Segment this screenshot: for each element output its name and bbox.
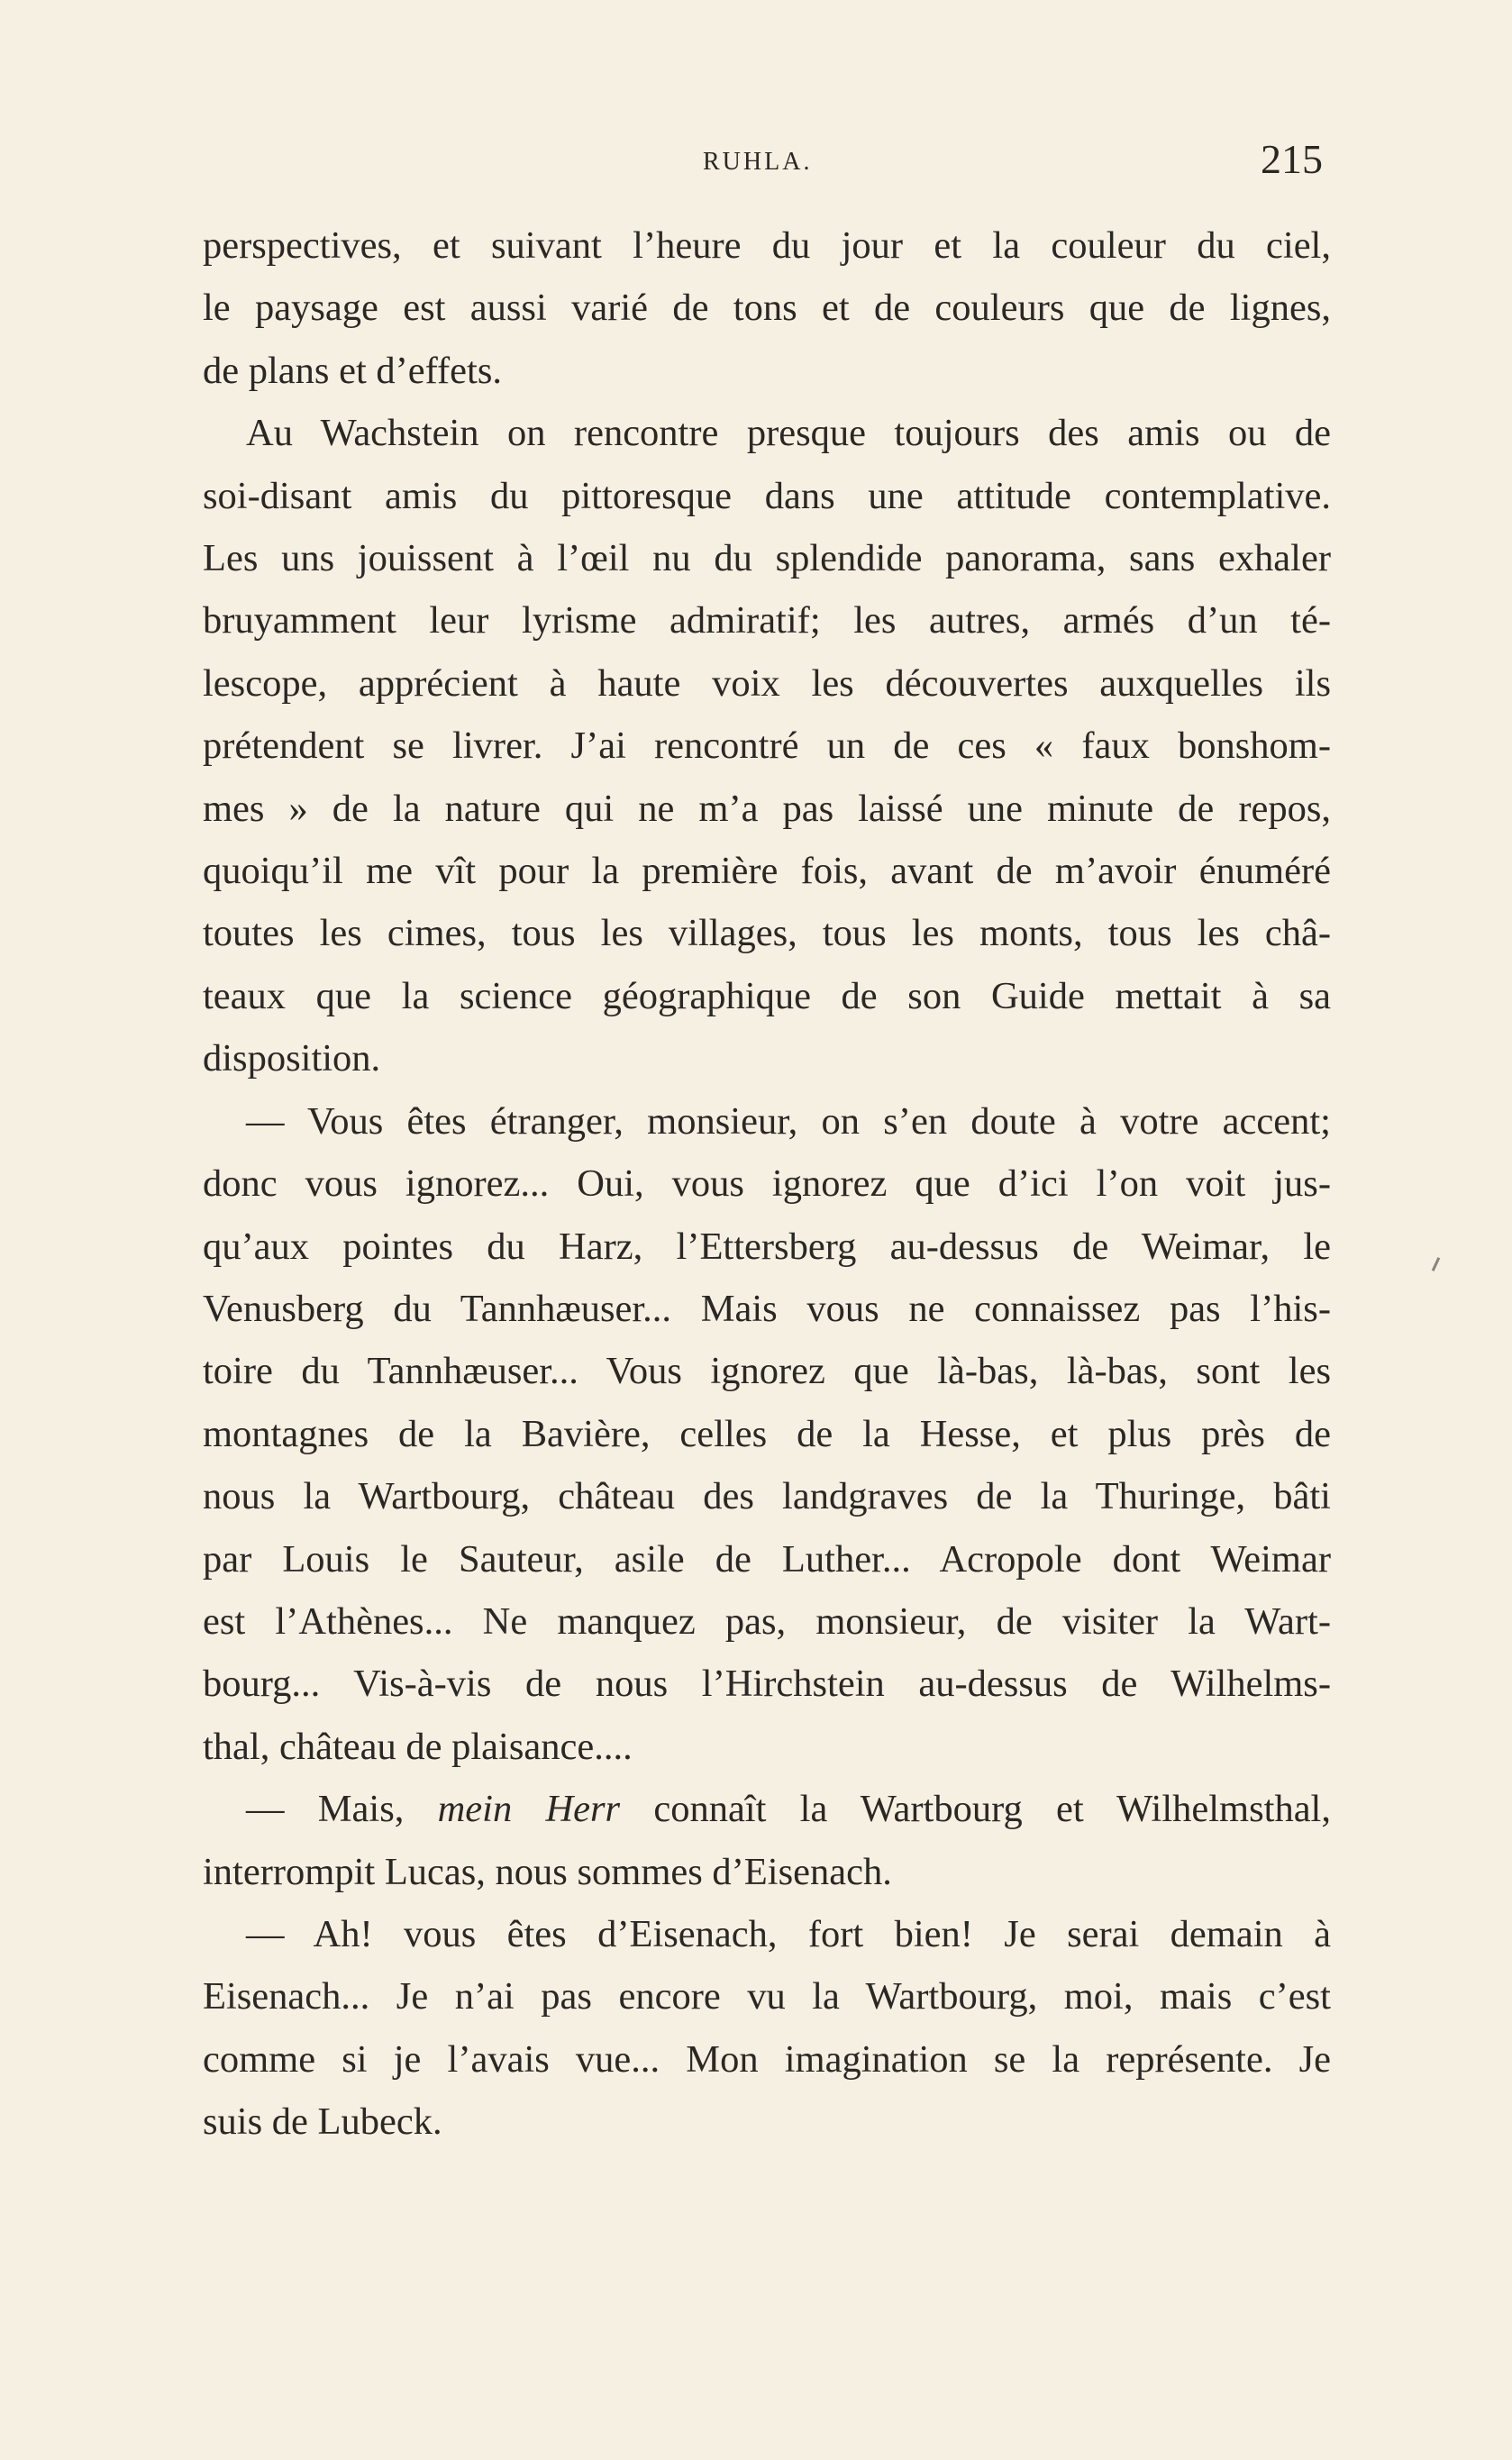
- margin-mark: [1432, 1257, 1440, 1271]
- text-line: teaux que la science géographique de son Guide mettait à sa: [203, 974, 1331, 1017]
- text-line: Eisenach... Je n’ai pas encore vu la Wartbourg, moi, mais c’est: [203, 1975, 1331, 2018]
- paragraph-3: [203, 1090, 1331, 1778]
- paragraph-2: [203, 402, 1331, 1089]
- text-line: prétendent se livrer. J’ai rencontré un de ces « faux bonshom-: [203, 724, 1331, 768]
- text-line: toutes les cimes, tous les villages, tous les monts, tous les châ-: [203, 912, 1331, 955]
- paragraph-1: [203, 214, 1331, 402]
- text-line: qu’aux pointes du Harz, l’Ettersberg au-dessus de Weimar, le: [203, 1225, 1331, 1268]
- text-line-italic-mix: [203, 1778, 1331, 1840]
- text-line: nous la Wartbourg, château des landgraves de la Thuringe, bâti: [203, 1475, 1331, 1518]
- text-line: quoiqu’il me vît pour la première fois, avant de m’avoir énuméré: [203, 850, 1331, 893]
- text-line: comme si je l’avais vue... Mon imagination se la représente. Je: [203, 2037, 1331, 2081]
- text-line: de plans et d’effets.: [203, 349, 503, 392]
- text-line: Venusberg du Tannhæuser... Mais vous ne connaissez pas l’his-: [203, 1287, 1331, 1330]
- text-line: toire du Tannhæuser... Vous ignorez que là-bas, là-bas, sont les: [203, 1350, 1331, 1393]
- text-line: est l’Athènes... Ne manquez pas, monsieur, de visiter la Wart-: [203, 1599, 1331, 1643]
- text-line: par Louis le Sauteur, asile de Luther... Acropole dont Weimar: [203, 1537, 1331, 1581]
- text-line: suis de Lubeck.: [203, 2100, 442, 2144]
- text-line: lescope, apprécient à haute voix les découvertes auxquelles ils: [203, 661, 1331, 705]
- body-text: [203, 214, 1331, 2154]
- text-line: bruyamment leur lyrisme admiratif; les autres, armés d’un té-: [203, 599, 1331, 642]
- text-line: interrompit Lucas, nous sommes d’Eisenach.: [203, 1850, 892, 1893]
- paragraph-4: [203, 1778, 1331, 1903]
- text-segment: connaît la Wartbourg et Wilhelmsthal,: [620, 1788, 1331, 1831]
- text-line: — Ah! vous êtes d’Eisenach, fort bien! Je serai demain à: [246, 1912, 1331, 1955]
- italic-phrase: mein Herr: [437, 1788, 621, 1831]
- text-line: thal, château de plaisance....: [203, 1725, 633, 1768]
- text-line: perspectives, et suivant l’heure du jour et la couleur du ciel,: [203, 224, 1331, 267]
- text-line: Au Wachstein on rencontre presque toujours des amis ou de: [246, 412, 1331, 455]
- running-title: RUHLA.: [703, 148, 813, 176]
- text-line: Les uns jouissent à l’œil nu du splendide panorama, sans exhaler: [203, 537, 1331, 580]
- text-line: mes » de la nature qui ne m’a pas laissé une minute de repos,: [203, 787, 1331, 830]
- page-number: 215: [1261, 136, 1323, 182]
- text-line: bourg... Vis-à-vis de nous l’Hirchstein au-dessus de Wilhelms-: [203, 1663, 1331, 1706]
- text-line: disposition.: [203, 1037, 381, 1080]
- text-line: — Vous êtes étranger, monsieur, on s’en doute à votre accent;: [246, 1099, 1331, 1143]
- text-segment: — Mais,: [246, 1788, 438, 1831]
- text-line: le paysage est aussi varié de tons et de couleurs que de lignes,: [203, 287, 1331, 330]
- paragraph-5: [203, 1903, 1331, 2154]
- running-head: [0, 135, 1512, 189]
- text-line: donc vous ignorez... Oui, vous ignorez que d’ici l’on voit jus-: [203, 1162, 1331, 1206]
- text-line: montagnes de la Bavière, celles de la Hesse, et plus près de: [203, 1412, 1331, 1455]
- text-line: soi-disant amis du pittoresque dans une attitude contemplative.: [203, 474, 1331, 517]
